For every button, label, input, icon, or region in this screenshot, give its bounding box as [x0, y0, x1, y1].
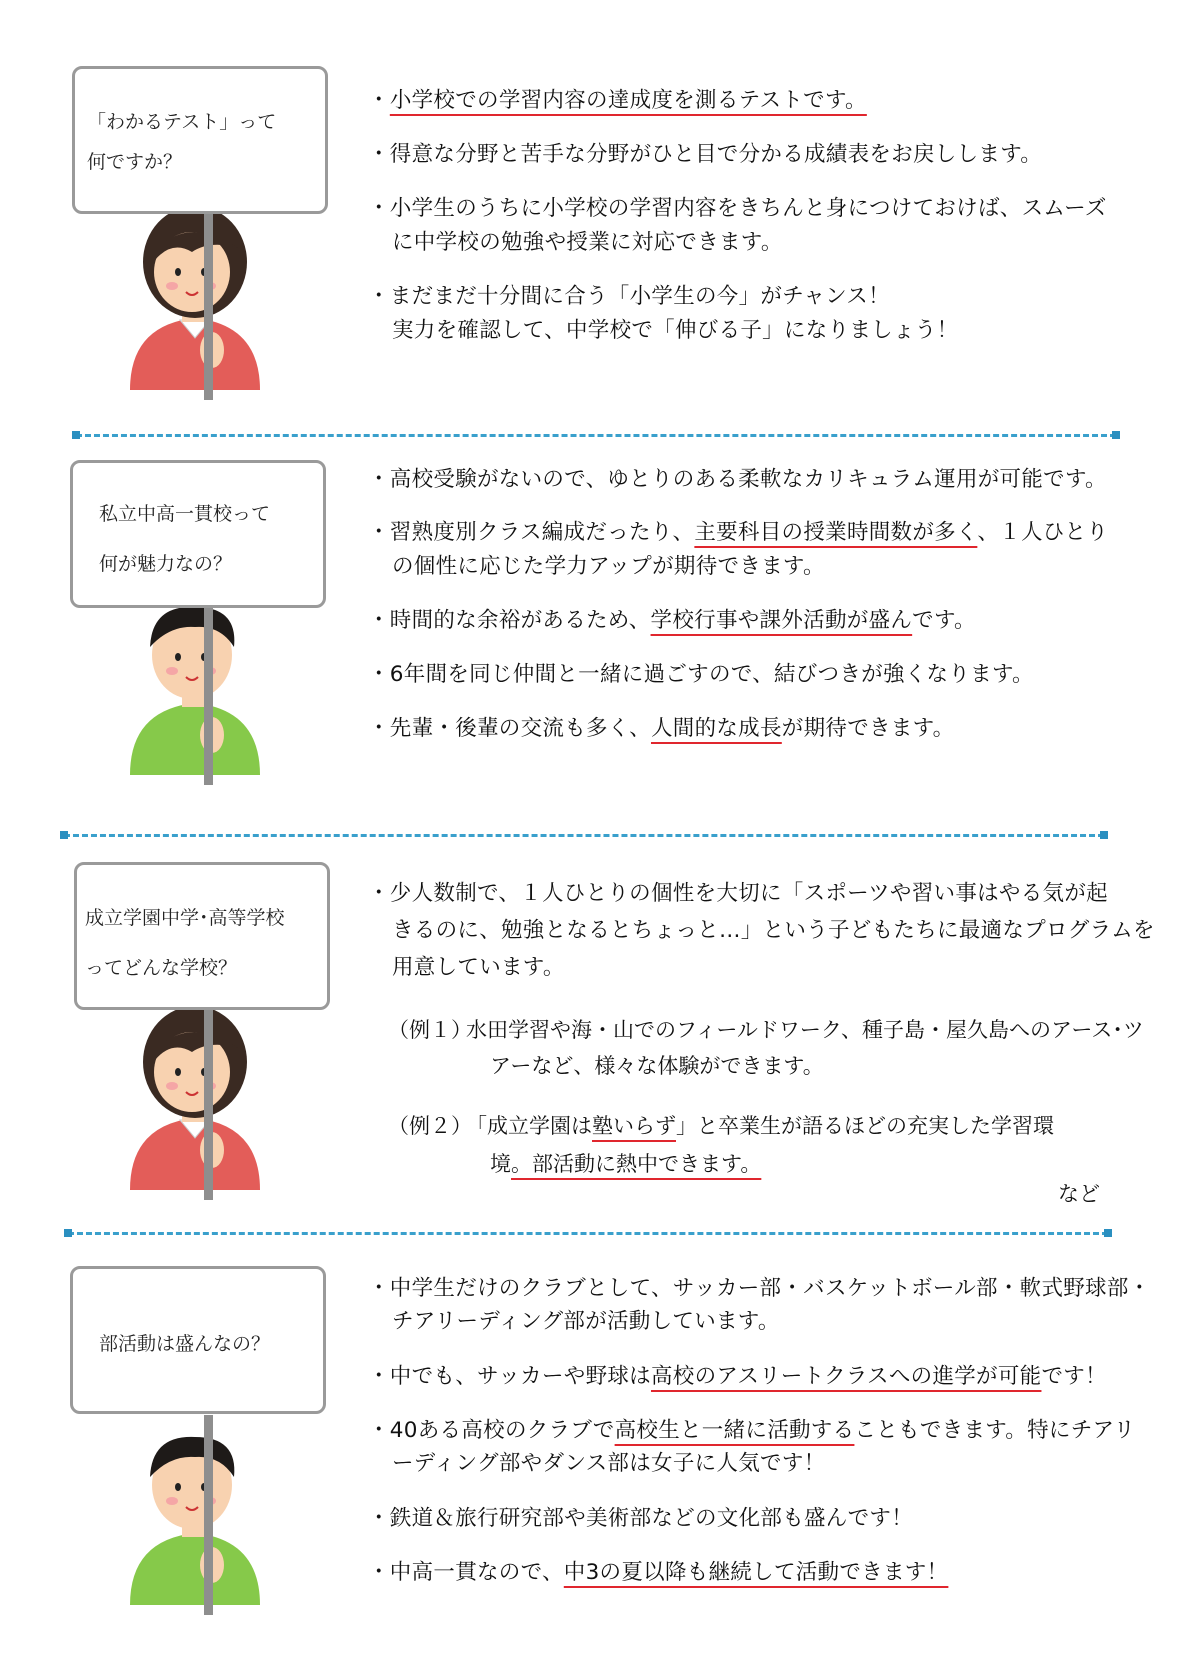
- section-divider: [64, 834, 1104, 837]
- text-span: ・時間的な余裕があるため、: [368, 608, 651, 633]
- text-span: アーなど、様々な体験ができます。: [490, 1054, 824, 1078]
- girl-illustration: [100, 1000, 290, 1200]
- bullet-item: [368, 877, 1108, 911]
- bullet-item: [368, 604, 976, 638]
- underlined-text: 中3の夏以降も継続して活動できます！: [563, 1560, 949, 1585]
- bullet-item: [368, 951, 565, 985]
- bullet-item: [368, 1556, 948, 1590]
- underlined-text: 学校行事や課外活動が盛ん: [650, 608, 913, 633]
- bullet-item: [368, 280, 890, 314]
- text-span: 「成立学園は: [466, 1114, 592, 1138]
- question-sign-3: [74, 862, 330, 1010]
- question-sign-1: [72, 66, 328, 214]
- text-span: こともできます。特にチアリ: [854, 1418, 1136, 1443]
- text-span: ・高校受験がないので、ゆとりのある柔軟なカリキュラム運用が可能です。: [368, 467, 1107, 492]
- example-line: [466, 1014, 1144, 1044]
- bullet-item: [368, 1447, 825, 1481]
- underlined-text: 塾いらず: [592, 1114, 676, 1138]
- bullet-item: [368, 550, 825, 584]
- text-span: ・小学生のうちに小学校の学習内容をきちんと身につけておけば、スムーズ: [368, 196, 1107, 221]
- bullet-item: [368, 84, 867, 118]
- text-span: ーディング部やダンス部は女子に人気です！: [392, 1451, 826, 1476]
- etc-label: など: [1058, 1182, 1100, 1206]
- text-span: 、１人ひとり: [977, 520, 1109, 545]
- section-divider: [68, 1232, 1108, 1235]
- question-line: 成立学園中学･高等学校: [85, 907, 285, 929]
- bullet-item: [368, 712, 954, 746]
- question-line: ってどんな学校？: [85, 957, 238, 979]
- example-label: （例１）: [388, 1018, 472, 1042]
- underlined-text: 高校のアスリートクラスへの進学が可能: [650, 1364, 1042, 1389]
- text-span: チアリーディング部が活動しています。: [392, 1309, 780, 1334]
- text-span: ・中高一貫なので、: [368, 1560, 564, 1585]
- text-span: ・まだまだ十分間に合う「小学生の今」がチャンス！: [368, 284, 890, 309]
- text-span: 水田学習や海・山でのフィールドワーク、種子島・屋久島へのアース･ツ: [466, 1018, 1144, 1042]
- girl-illustration: [100, 200, 290, 400]
- example-line: [490, 1148, 761, 1178]
- boy-illustration: [100, 585, 290, 785]
- section-divider: [76, 434, 1116, 437]
- text-span: ・6年間を同じ仲間と一緒に過ごすので、結びつきが強くなります。: [368, 662, 1034, 687]
- text-span: です。: [912, 608, 976, 633]
- bullet-item: [368, 914, 1155, 948]
- text-span: です！: [1041, 1364, 1107, 1389]
- text-span: に中学校の勉強や授業に対応できます。: [392, 230, 783, 255]
- boy-illustration: [100, 1415, 290, 1615]
- text-span: きるのに、勉強となるとちょっと…」という子どもたちに最適なプログラムを: [392, 918, 1155, 943]
- text-span: 用意しています。: [392, 955, 565, 980]
- question-line: 私立中高一貫校って: [99, 503, 271, 525]
- underlined-text: 。部活動に熱中できます。: [511, 1152, 762, 1176]
- text-span: 」と卒業生が語るほどの充実した学習環: [676, 1114, 1054, 1138]
- bullet-item: [368, 1360, 1107, 1394]
- bullet-item: [368, 1502, 913, 1536]
- bullet-item: [368, 516, 1108, 550]
- bullet-item: [368, 138, 1042, 172]
- text-span: ・中でも、サッカーや野球は: [368, 1364, 651, 1389]
- question-sign-4: [70, 1266, 326, 1414]
- question-sign-2: [70, 460, 326, 608]
- example-line: [490, 1050, 824, 1080]
- text-span: ・習熟度別クラス編成だったり、: [368, 520, 695, 545]
- bullet-item: [368, 192, 1107, 226]
- bullet-item: [368, 1272, 1150, 1306]
- text-span: ・先輩・後輩の交流も多く、: [368, 716, 651, 741]
- question-line: 「わかるテスト」って: [87, 111, 277, 133]
- question-line: 何ですか？: [87, 151, 183, 173]
- bullet-item: [368, 463, 1107, 497]
- text-span: ・: [368, 88, 390, 113]
- bullet-item: [368, 314, 958, 348]
- text-span: ・中学生だけのクラブとして、サッカー部・バスケットボール部・軟式野球部・: [368, 1276, 1151, 1301]
- bullet-item: [368, 1305, 780, 1339]
- underlined-text: 小学校での学習内容の達成度を測るテストです。: [389, 88, 867, 113]
- underlined-text: 主要科目の授業時間数が多く: [694, 520, 978, 545]
- bullet-item: [368, 1414, 1135, 1448]
- example-label: （例２）: [388, 1114, 472, 1138]
- text-span: ・鉄道＆旅行研究部や美術部などの文化部も盛んです！: [368, 1506, 914, 1531]
- question-line: 何が魅力なの？: [99, 553, 233, 575]
- text-span: ・40ある高校のクラブで: [368, 1418, 615, 1443]
- text-span: が期待できます。: [781, 716, 955, 741]
- text-span: 実力を確認して、中学校で「伸びる子」になりましょう！: [392, 318, 959, 343]
- text-span: ・少人数制で、１人ひとりの個性を大切に「スポーツや習い事はやる気が起: [368, 881, 1108, 906]
- question-line: 部活動は盛んなの？: [99, 1333, 271, 1355]
- bullet-item: [368, 226, 783, 260]
- underlined-text: 高校生と一緒に活動する: [614, 1418, 855, 1443]
- bullet-item: [368, 658, 1034, 692]
- text-span: の個性に応じた学力アップが期待できます。: [392, 554, 825, 579]
- text-span: ・得意な分野と苦手な分野がひと目で分かる成績表をお戻しします。: [368, 142, 1043, 167]
- underlined-text: 人間的な成長: [650, 716, 782, 741]
- text-span: 境: [490, 1152, 511, 1176]
- example-line: [466, 1110, 1054, 1140]
